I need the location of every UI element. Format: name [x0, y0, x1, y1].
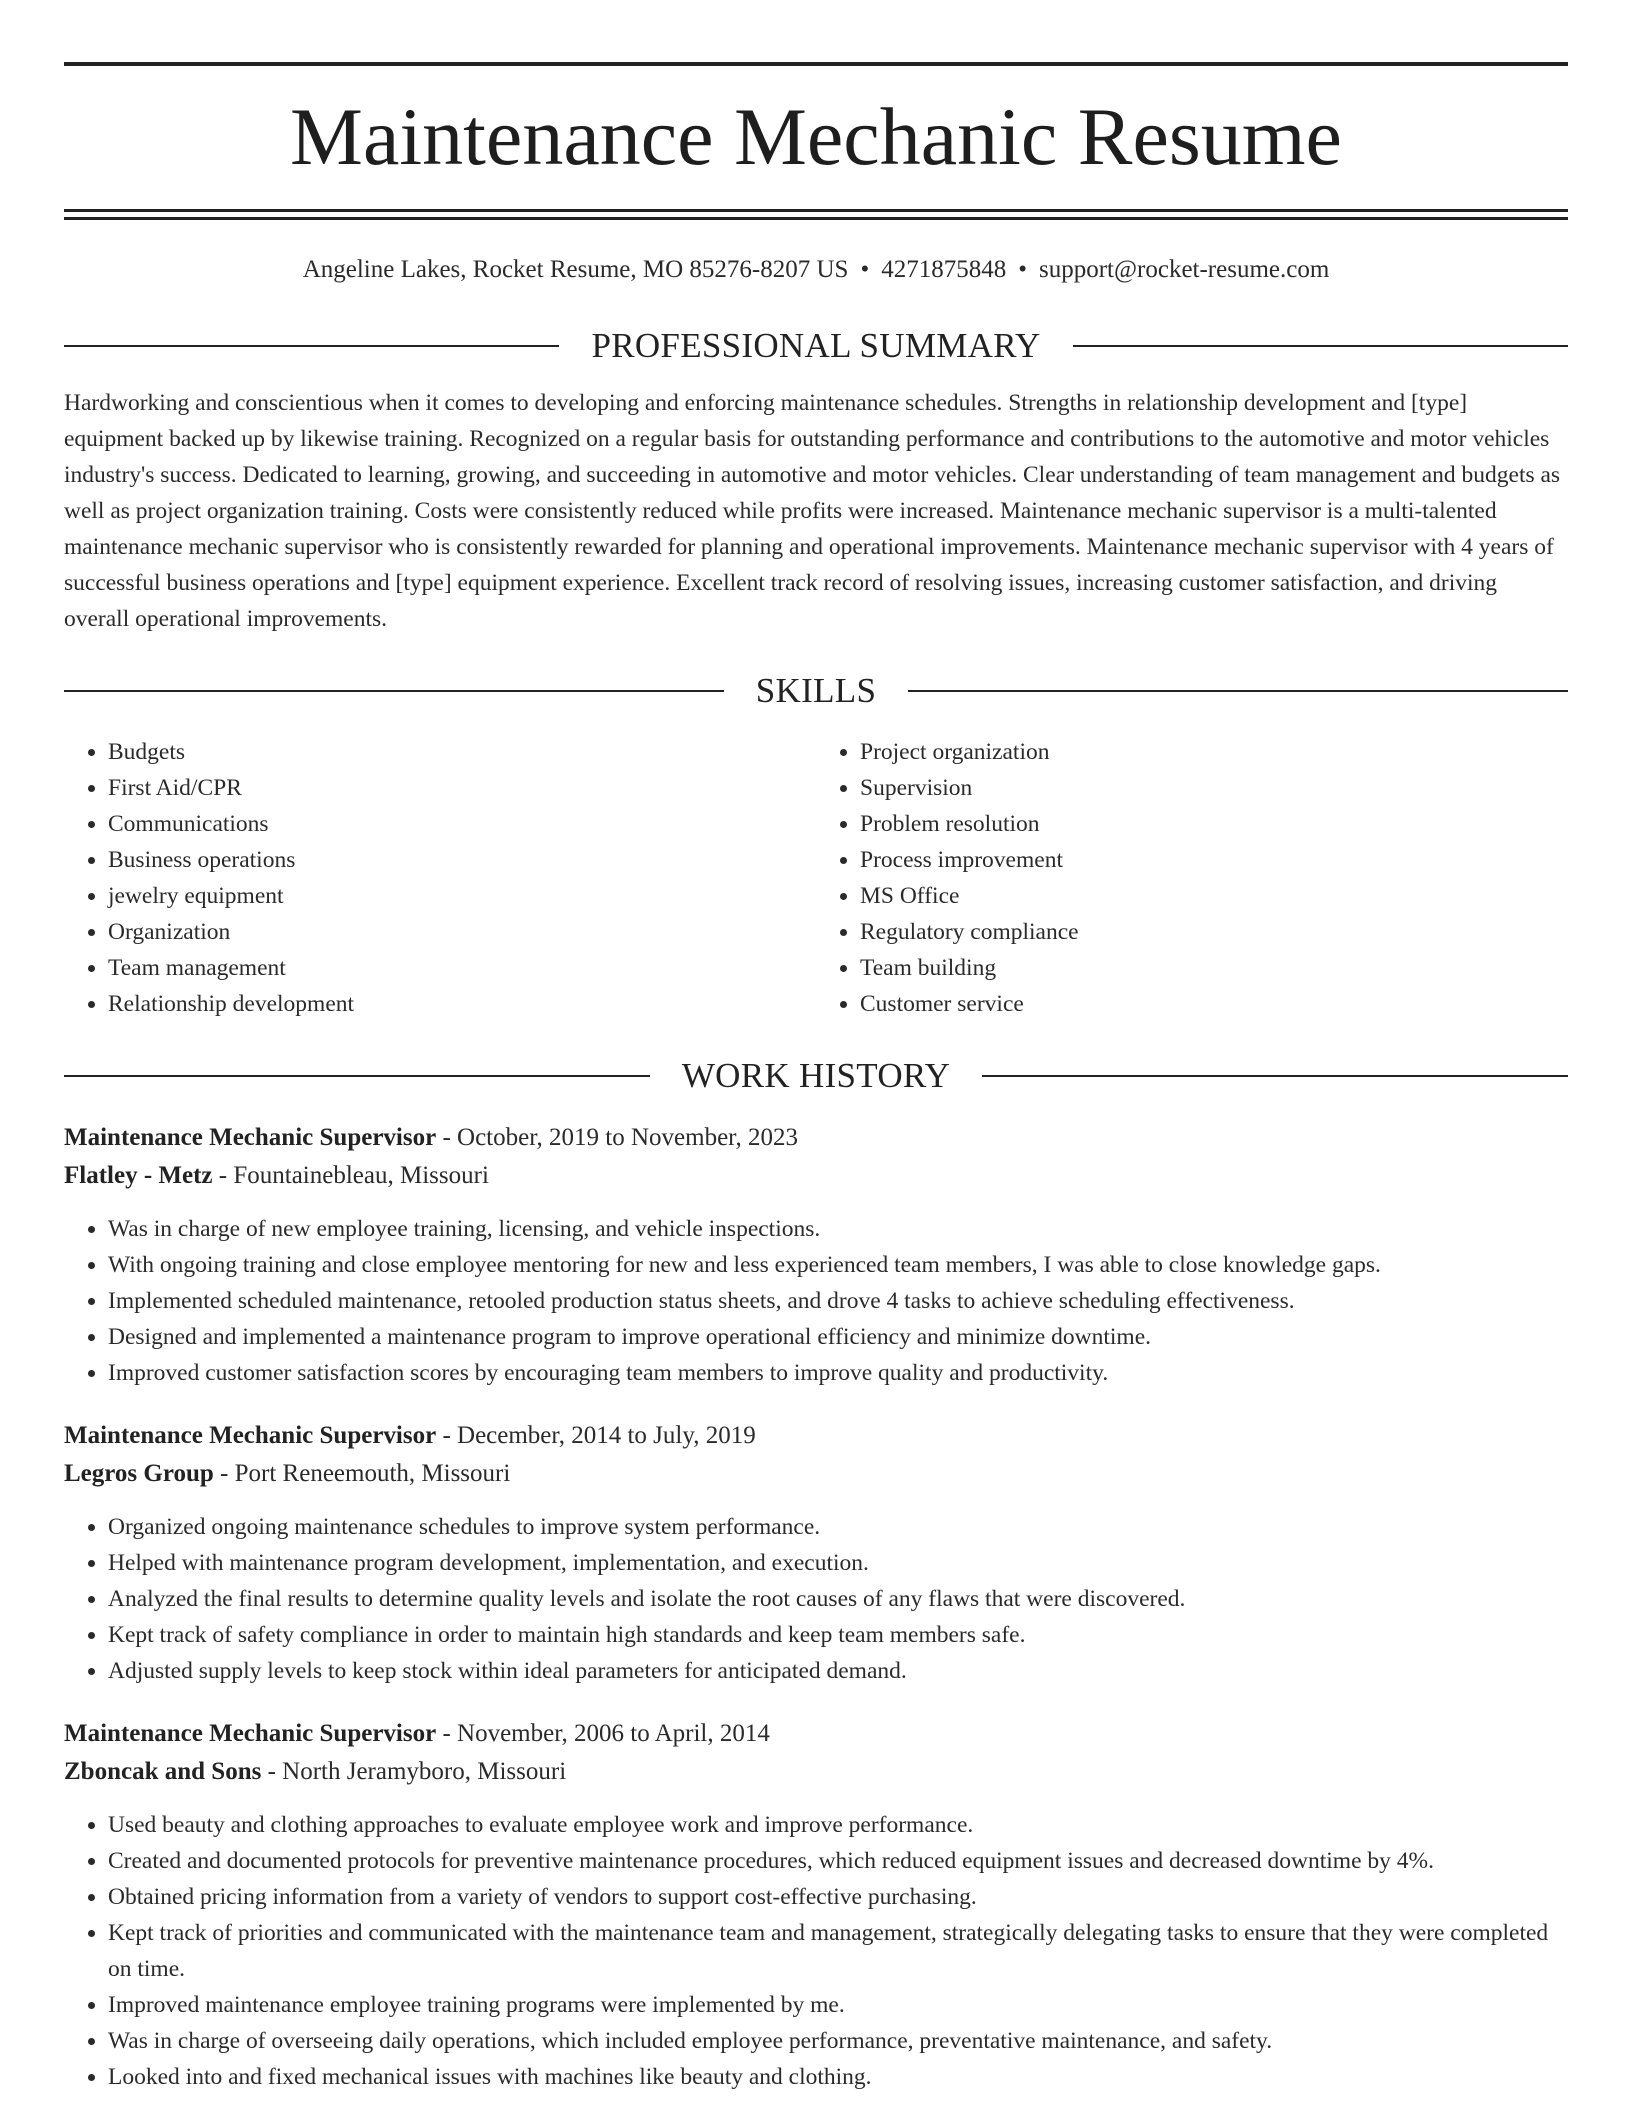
- contact-phone: 4271875848: [881, 256, 1007, 283]
- skill-item: • jewelry equipment: [108, 878, 816, 914]
- job-company: Zboncak and Sons: [64, 1758, 262, 1785]
- job-dates: - October, 2019 to November, 2023: [436, 1124, 798, 1151]
- job-bullet: • With ongoing training and close employee mentoring for new and less experienced team members, I was able to close knowledge gaps.: [108, 1247, 1568, 1283]
- job-bullet: • Adjusted supply levels to keep stock within ideal parameters for anticipated demand.: [108, 1653, 1568, 1689]
- skill-item: • First Aid/CPR: [108, 770, 816, 806]
- job-dates: - November, 2006 to April, 2014: [436, 1720, 770, 1747]
- job-bullet: • Designed and implemented a maintenance program to improve operational efficiency and minimize downtime.: [108, 1319, 1568, 1355]
- contact-line: [64, 256, 1568, 292]
- job-bullet: • Used beauty and clothing approaches to evaluate employee work and improve performance.: [108, 1807, 1568, 1843]
- job-bullet: • Kept track of priorities and communicated with the maintenance team and management, strategically delegating tasks to ensure that they were completed on time.: [108, 1915, 1568, 1987]
- job-entry: [64, 1715, 1568, 2095]
- jobs-container: [64, 1119, 1568, 2095]
- skill-item: • Project organization: [860, 734, 1568, 770]
- job-bullets: [64, 1211, 1568, 1391]
- job-title-line: [64, 1417, 1568, 1455]
- skill-item: • Communications: [108, 806, 816, 842]
- contact-separator: •: [860, 256, 870, 283]
- skill-item: • Supervision: [860, 770, 1568, 806]
- job-location: - North Jeramyboro, Missouri: [261, 1758, 567, 1785]
- job-title: Maintenance Mechanic Supervisor: [64, 1720, 437, 1747]
- job-company-line: [64, 1157, 1568, 1195]
- skill-item: • Budgets: [108, 734, 816, 770]
- job-bullet: • Improved maintenance employee training programs were implemented by me.: [108, 1987, 1568, 2023]
- skills-section-header: [64, 673, 1568, 708]
- skills-heading: SKILLS: [755, 671, 877, 710]
- summary-heading: PROFESSIONAL SUMMARY: [591, 326, 1041, 365]
- skills-list: [64, 734, 1568, 1022]
- divider-line: [64, 690, 724, 692]
- job-bullet: • Analyzed the final results to determine quality levels and isolate the root causes of any flaws that were discovered.: [108, 1581, 1568, 1617]
- divider-line: [908, 690, 1568, 692]
- skill-item: • Team building: [860, 950, 1568, 986]
- job-bullet: • Obtained pricing information from a variety of vendors to support cost-effective purchasing.: [108, 1879, 1568, 1915]
- contact-email: support@rocket-resume.com: [1039, 256, 1330, 283]
- summary-text: Hardworking and conscientious when it comes to developing and enforcing maintenance schedules. Strengths in relationship development and [type] equipment backed up by likewise training. Recognized on a regular basis for outstanding performance and contributions to the automotive and motor vehicles industry's success. Dedicated to learning, growing, and succeeding in automotive and motor vehicles. Clear understanding of team management and budgets as well as project organization training. Costs were consistently reduced while profits were increased. Maintenance mechanic supervisor is a multi-talented maintenance mechanic supervisor who is consistently rewarded for planning and operational improvements. Maintenance mechanic supervisor with 4 years of successful business operations and [type] equipment experience. Excellent track record of resolving issues, increasing customer satisfaction, and driving overall operational improvements.: [64, 390, 1561, 632]
- skill-item: • Process improvement: [860, 842, 1568, 878]
- job-title: Maintenance Mechanic Supervisor: [64, 1422, 437, 1449]
- skill-item: • Relationship development: [108, 986, 816, 1022]
- work-section-header: [64, 1058, 1568, 1093]
- divider-line: [64, 1075, 650, 1077]
- job-company: Legros Group: [64, 1460, 214, 1487]
- job-bullets: [64, 1807, 1568, 2095]
- skill-item: • Business operations: [108, 842, 816, 878]
- job-bullet: • Helped with maintenance program development, implementation, and execution.: [108, 1545, 1568, 1581]
- job-entry: [64, 1119, 1568, 1391]
- job-bullet: • Created and documented protocols for preventive maintenance procedures, which reduced equipment issues and decreased downtime by 4%.: [108, 1843, 1568, 1879]
- skill-item: • Team management: [108, 950, 816, 986]
- job-bullet: • Implemented scheduled maintenance, retooled production status sheets, and drove 4 tasks to achieve scheduling effectiveness.: [108, 1283, 1568, 1319]
- skills-column-left: [64, 734, 816, 1022]
- divider-line: [64, 345, 559, 347]
- contact-address: Angeline Lakes, Rocket Resume, MO 85276-8207 US: [302, 256, 849, 283]
- job-company: Flatley - Metz: [64, 1162, 213, 1189]
- job-bullet: • Looked into and fixed mechanical issues with machines like beauty and clothing.: [108, 2059, 1568, 2095]
- job-company-line: [64, 1753, 1568, 1791]
- job-bullet: • Was in charge of new employee training, licensing, and vehicle inspections.: [108, 1211, 1568, 1247]
- job-company-line: [64, 1455, 1568, 1493]
- job-location: - Port Reneemouth, Missouri: [213, 1460, 511, 1487]
- job-title-line: [64, 1119, 1568, 1157]
- divider-line: [1073, 345, 1568, 347]
- work-heading: WORK HISTORY: [681, 1056, 951, 1095]
- skill-item: • Customer service: [860, 986, 1568, 1022]
- job-title: Maintenance Mechanic Supervisor: [64, 1124, 437, 1151]
- title-double-rule: [64, 209, 1568, 220]
- skill-item: • Organization: [108, 914, 816, 950]
- job-bullet: • Kept track of safety compliance in order to maintain high standards and keep team members safe.: [108, 1617, 1568, 1653]
- skill-item: • Problem resolution: [860, 806, 1568, 842]
- job-bullets: [64, 1509, 1568, 1689]
- page-title: Maintenance Mechanic Resume: [290, 91, 1342, 182]
- skill-item: • MS Office: [860, 878, 1568, 914]
- job-bullet: • Was in charge of overseeing daily operations, which included employee performance, preventative maintenance, and safety.: [108, 2023, 1568, 2059]
- skill-item: • Regulatory compliance: [860, 914, 1568, 950]
- job-bullet: • Organized ongoing maintenance schedules to improve system performance.: [108, 1509, 1568, 1545]
- divider-line: [982, 1075, 1568, 1077]
- job-entry: [64, 1417, 1568, 1689]
- job-dates: - December, 2014 to July, 2019: [436, 1422, 756, 1449]
- job-title-line: [64, 1715, 1568, 1753]
- summary-section-header: [64, 328, 1568, 363]
- contact-separator: •: [1018, 256, 1027, 283]
- job-bullet: • Improved customer satisfaction scores by encouraging team members to improve quality and productivity.: [108, 1355, 1568, 1391]
- skills-column-right: [816, 734, 1568, 1022]
- job-location: - Fountainebleau, Missouri: [212, 1162, 489, 1189]
